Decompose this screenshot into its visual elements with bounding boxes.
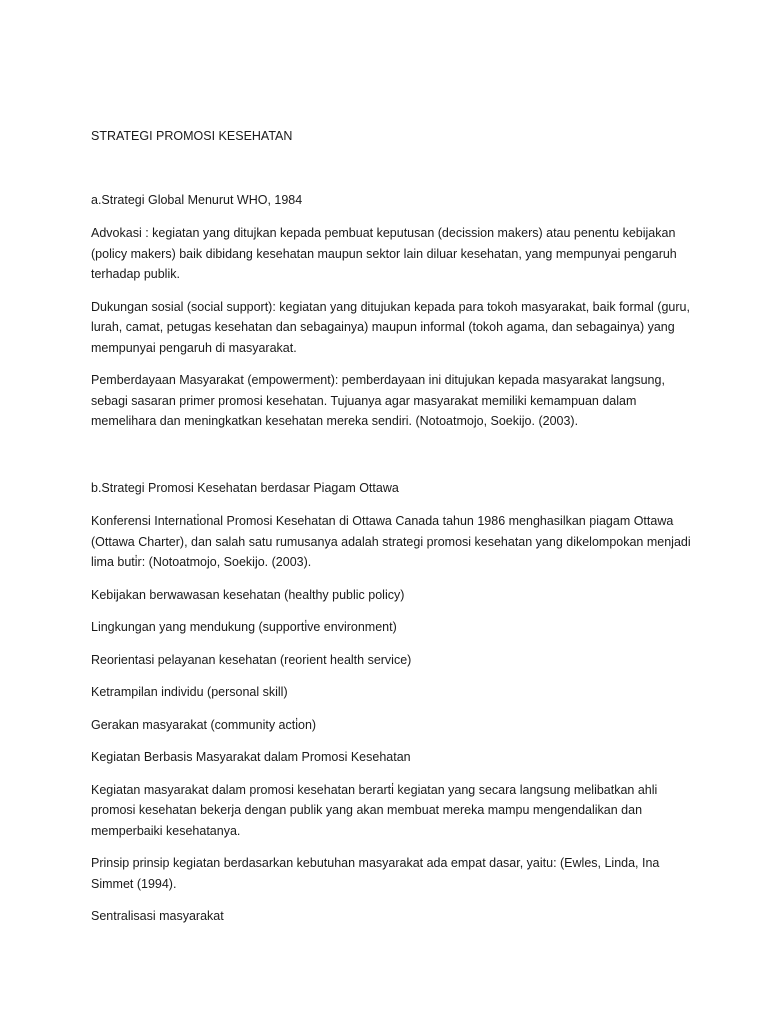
document-page (91, 126, 691, 939)
list-item: Kebijakan berwawasan kesehatan (healthy public policy) (91, 587, 405, 602)
paragraph-advokasi: Advokasi : kegiatan yang ditujkan kepada pembuat keputusan (decission makers) atau penentu kebijakan (policy makers) baik dibidang kesehatan maupun sektor lain diluar kesehatan, yang mempunyai pengaruh terhadap publik. (91, 226, 677, 281)
list-item: Lingkungan yang mendukung (supporti̇ve environment) (91, 620, 397, 634)
list-item: Reorientasi pelayanan kesehatan (reorient health service) (91, 652, 412, 667)
subheading-kegiatan: Kegiatan Berbasis Masyarakat dalam Promosi Kesehatan (91, 750, 411, 764)
paragraph-prinsip: Prinsip prinsip kegiatan berdasarkan kebutuhan masyarakat ada empat dasar, yaitu: (Ewles, Linda, Ina Simmet (1994). (91, 856, 660, 891)
section-a-heading: a.Strategi Global Menurut WHO, 1984 (91, 192, 303, 207)
list-item: Sentralisasi masyarakat (91, 909, 224, 923)
paragraph-dukungan-sosial: Dukungan sosial (social support): kegiatan yang ditujukan kepada para tokoh masyarakat, baik formal (guru, lurah, camat, petugas kesehatan dan sebagainya) maupun informal (tokoh agama, dan sebagainya) yang mempunyai pengaruh di masyarakat. (91, 299, 690, 355)
paragraph-konferensi: Konferensi Internati̇onal Promosi Kesehatan di Ottawa Canada tahun 1986 menghasilkan piagam Ottawa (Ottawa Charter), dan salah satu rumusanya adalah strategi promosi kesehatan yang dikelompokan menjadi lima buti̇r: (Notoatmojo, Soekijo. (2003). (91, 514, 691, 569)
section-b-heading: b.Strategi Promosi Kesehatan berdasar Piagam Ottawa (91, 480, 399, 495)
paragraph-pemberdayaan: Pemberdayaan Masyarakat (empowerment): pemberdayaan ini ditujukan kepada masyarakat langsung, sebagi sasaran primer promosi kesehatan. Tujuanya agar masyarakat memiliki kemampuan dalam memelihara dan meningkatkan kesehatan mereka sendiri. (Notoatmojo, Soekijo. (2003). (91, 373, 665, 428)
list-item: Ketrampilan individu (personal skill) (91, 685, 288, 699)
list-item: Gerakan masyarakat (community acti̇on) (91, 717, 317, 732)
paragraph-kegiatan: Kegiatan masyarakat dalam promosi kesehatan berarti̇ kegiatan yang secara langsung melibatkan ahli promosi kesehatan bekerja dengan publik yang akan membuat mereka mampu mengendalikan dan memperbaiki kesehatanya. (91, 782, 658, 838)
document-title: STRATEGI PROMOSI KESEHATAN (91, 129, 293, 143)
